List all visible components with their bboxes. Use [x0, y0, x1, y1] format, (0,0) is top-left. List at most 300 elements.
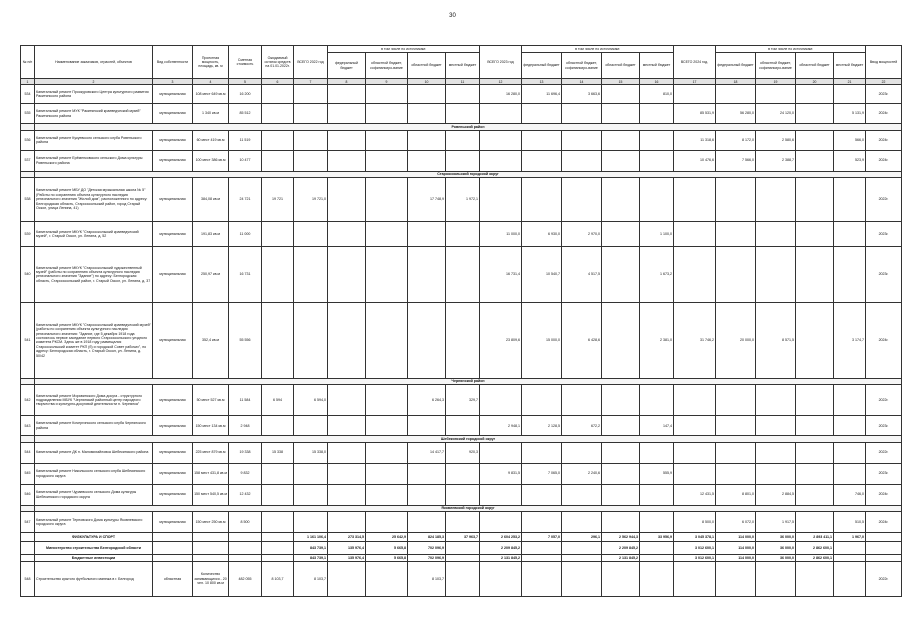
cell-empty — [834, 221, 866, 246]
federal-2024: 7 566,0 — [716, 150, 756, 171]
cell-empty — [446, 130, 480, 150]
table-row — [21, 385, 902, 416]
local-2022: 329,7 — [446, 385, 480, 416]
ownership: муниципальная — [153, 463, 193, 484]
cell-empty — [716, 246, 756, 302]
local-2024: 1 967,0 — [834, 533, 866, 542]
cell-empty — [408, 150, 446, 171]
cell-empty — [446, 246, 480, 302]
row-number: 545 — [21, 463, 35, 484]
cell-empty — [408, 85, 446, 104]
expected-remainder: 6 594 — [262, 385, 294, 416]
federal-2023: 7 057,0 — [522, 533, 562, 542]
cell-empty — [294, 150, 328, 171]
regional-2023: 2 131 845,2 — [602, 555, 640, 562]
cell-empty — [522, 542, 562, 555]
cell-empty — [408, 484, 446, 505]
commissioning-year: 2024г. — [866, 512, 902, 533]
header-obl-2022: областной бюджет — [408, 53, 446, 79]
cell-empty — [716, 221, 756, 246]
cell-empty — [408, 246, 446, 302]
row-number: 547 — [21, 512, 35, 533]
col-index: 13 — [522, 79, 562, 85]
local-2023: 147,4 — [640, 416, 674, 436]
capacity: 250,97 кв.м — [193, 246, 229, 302]
cell-empty — [294, 85, 328, 104]
cell-empty — [522, 484, 562, 505]
total-2022: 843 739,1 — [294, 542, 328, 555]
regional-2022: 6 264,3 — [408, 385, 446, 416]
cell-empty — [294, 512, 328, 533]
federal-2023: 7 065,0 — [522, 463, 562, 484]
cell-empty — [294, 130, 328, 150]
cell-empty — [796, 512, 834, 533]
regional-2024: 2 862 600,1 — [796, 555, 834, 562]
cell-empty — [408, 302, 446, 378]
cell-empty — [446, 221, 480, 246]
header-cofin-2022: областной бюджет, софинансиро-вание — [366, 53, 408, 79]
cell-empty — [562, 150, 602, 171]
total-2024: 31 746,2 — [674, 302, 716, 378]
cofin-2024: 1 917,5 — [756, 512, 796, 533]
cell-empty — [716, 85, 756, 104]
cell-empty — [328, 484, 366, 505]
category-row — [21, 533, 902, 542]
col-index: 16 — [640, 79, 674, 85]
regional-2023: 2 562 944,3 — [602, 533, 640, 542]
cell-empty — [262, 542, 294, 555]
cell-empty — [522, 562, 562, 597]
section-title: Чернянский район — [35, 378, 902, 384]
total-2023: 2 604 253,2 — [480, 533, 522, 542]
cell-empty — [408, 416, 446, 436]
cell-empty — [562, 484, 602, 505]
commissioning-year: 2023г. — [866, 463, 902, 484]
row-number: 540 — [21, 246, 35, 302]
federal-2022: 135 976,4 — [328, 555, 366, 562]
total-2023: 23 809,6 — [480, 302, 522, 378]
section-title: Старооскольский городской округ — [35, 171, 902, 177]
cell-empty — [674, 221, 716, 246]
cell-empty — [602, 130, 640, 150]
cofin-2022: 25 642,9 — [366, 533, 408, 542]
total-2024: 10 476,6 — [674, 150, 716, 171]
estimated-cost: 85 512 — [229, 104, 262, 124]
total-2024: 3 045 378,1 — [674, 533, 716, 542]
regional-2022: 14 417,7 — [408, 442, 446, 463]
commissioning-year: 2023г. — [866, 416, 902, 436]
row-number: 538 — [21, 177, 35, 221]
commissioning-year: 2022г. — [866, 177, 902, 221]
local-2023: 33 956,9 — [640, 533, 674, 542]
row-number: 541 — [21, 302, 35, 378]
regional-2024: 2 862 600,1 — [796, 542, 834, 555]
local-2022: 37 963,7 — [446, 533, 480, 542]
capacity: 100 мест 386 кв.м — [193, 150, 229, 171]
cell-empty — [328, 246, 366, 302]
cofin-2024: 2 580,6 — [756, 130, 796, 150]
total-2022: 6 594,0 — [294, 385, 328, 416]
cell-empty — [153, 555, 193, 562]
header-row-groups — [21, 46, 902, 53]
header-total-2024: ВСЕГО 2024 год. — [674, 46, 716, 79]
cell-empty — [756, 562, 796, 597]
estimated-cost: 24 721 — [229, 177, 262, 221]
object-name: Капитальный ремонт МУК "Ракитянский краеведческий музей" Ракитянского района — [35, 104, 153, 124]
federal-2023: 2 128,5 — [522, 416, 562, 436]
local-2022: 920,3 — [446, 442, 480, 463]
cell-empty — [640, 512, 674, 533]
cell-empty — [262, 85, 294, 104]
object-name: Капитальный ремонт Чураевского сельского Дома культуры Шебекинского городского округа — [35, 484, 153, 505]
estimated-cost: 11 000 — [229, 221, 262, 246]
row-number: 534 — [21, 85, 35, 104]
estimated-cost: 16 200 — [229, 85, 262, 104]
regional-2022: 702 096,9 — [408, 555, 446, 562]
regional-2022: 824 185,3 — [408, 533, 446, 542]
cell-empty — [262, 416, 294, 436]
cell-empty — [262, 221, 294, 246]
cell-empty — [716, 416, 756, 436]
table-row — [21, 512, 902, 533]
cell-empty — [640, 130, 674, 150]
commissioning-year: 2024г. — [866, 150, 902, 171]
cell-empty — [834, 416, 866, 436]
local-2024: 5 131,9 — [834, 104, 866, 124]
cell-empty — [446, 562, 480, 597]
regional-2022: 17 748,9 — [408, 177, 446, 221]
col-index: 20 — [796, 79, 834, 85]
cofin-2024: 24 120,0 — [756, 104, 796, 124]
col-index: 11 — [446, 79, 480, 85]
col-index: 4 — [193, 79, 229, 85]
capacity: 108 мест 649 кв.м — [193, 85, 229, 104]
table-row — [21, 463, 902, 484]
total-2023: 11 000,0 — [480, 221, 522, 246]
cell-empty — [366, 221, 408, 246]
cell-empty — [716, 562, 756, 597]
cell-empty — [674, 177, 716, 221]
cofin-2024: 2 388,7 — [756, 150, 796, 171]
cell-empty — [408, 512, 446, 533]
cell-empty — [522, 177, 562, 221]
cell-empty — [366, 150, 408, 171]
cell-empty — [716, 442, 756, 463]
cell-empty — [602, 385, 640, 416]
total-2024: 3 012 600,1 — [674, 542, 716, 555]
header-fed-2023: федеральный бюджет — [522, 53, 562, 79]
cell-empty — [366, 177, 408, 221]
col-index: 7 — [294, 79, 328, 85]
cell-empty — [366, 562, 408, 597]
cell-empty — [640, 177, 674, 221]
cell-empty — [834, 555, 866, 562]
cell-empty — [522, 150, 562, 171]
federal-2023: 10 540,7 — [522, 246, 562, 302]
federal-2022: 135 976,4 — [328, 542, 366, 555]
cell-empty — [640, 542, 674, 555]
col-index: 1 — [21, 79, 35, 85]
cell-empty — [674, 246, 716, 302]
ministry-title: Министерство строительства Белгородской области — [35, 542, 153, 555]
col-index: 18 — [716, 79, 756, 85]
total-2024: 12 431,5 — [674, 484, 716, 505]
cell-empty — [294, 484, 328, 505]
regional-2022: 702 096,9 — [408, 542, 446, 555]
local-2022: 1 972,1 — [446, 177, 480, 221]
capacity: 1 340 кв.м — [193, 104, 229, 124]
federal-2024: 20 000,0 — [716, 302, 756, 378]
local-2023: 1 100,0 — [640, 221, 674, 246]
table-row — [21, 562, 902, 597]
header-group-2023: в том числе по источникам: — [522, 46, 674, 53]
cell-empty — [716, 177, 756, 221]
expected-remainder: 15 338 — [262, 442, 294, 463]
cell-empty — [796, 177, 834, 221]
total-2023: 16 280,0 — [480, 85, 522, 104]
ownership: муниципальная — [153, 246, 193, 302]
row-number: 543 — [21, 416, 35, 436]
header-obl-2023: областной бюджет — [602, 53, 640, 79]
cell-empty — [262, 512, 294, 533]
cell-empty — [446, 484, 480, 505]
capacity: 158 мест 431,8 кв.м — [193, 463, 229, 484]
cofin-2023: 2 970,0 — [562, 221, 602, 246]
row-number: 542 — [21, 385, 35, 416]
cell-empty — [21, 542, 35, 555]
cell-empty — [328, 302, 366, 378]
cell-empty — [796, 130, 834, 150]
cell-empty — [866, 533, 902, 542]
federal-2024: 114 000,0 — [716, 533, 756, 542]
cell-empty — [602, 484, 640, 505]
ownership: муниципальная — [153, 385, 193, 416]
cell-empty — [366, 416, 408, 436]
cell-empty — [328, 512, 366, 533]
federal-2024: 8 801,0 — [716, 484, 756, 505]
col-index: 2 — [35, 79, 153, 85]
table-row — [21, 442, 902, 463]
cell-empty — [674, 463, 716, 484]
cofin-2024: 2 884,5 — [756, 484, 796, 505]
col-index: 14 — [562, 79, 602, 85]
cell-empty — [602, 246, 640, 302]
estimated-cost: 9 832 — [229, 463, 262, 484]
table-row — [21, 246, 902, 302]
cell-empty — [562, 130, 602, 150]
cell-empty — [834, 85, 866, 104]
cofin-2023: 3 663,6 — [562, 85, 602, 104]
cell-empty — [640, 442, 674, 463]
cell-empty — [294, 302, 328, 378]
cell-empty — [328, 385, 366, 416]
cell-empty — [834, 463, 866, 484]
cell-empty — [602, 85, 640, 104]
total-2024: 11 318,6 — [674, 130, 716, 150]
cell-empty — [480, 385, 522, 416]
row-number: 535 — [21, 104, 35, 124]
cell-empty — [834, 177, 866, 221]
row-number: 546 — [21, 484, 35, 505]
cell-empty — [262, 463, 294, 484]
total-2023: 9 831,5 — [480, 463, 522, 484]
cell-empty — [756, 85, 796, 104]
budget-table — [20, 45, 902, 597]
row-number: 539 — [21, 221, 35, 246]
row-number: 544 — [21, 442, 35, 463]
object-name: Капитальный ремонт МКУК "Старооскольский художественный музей" (работы по сохранению объекта культурного наследия регионального значения "Здание") по адресу: Белгородская область, Старооскольский район, г. Старый Оскол, ул. Ленина, д. 37 — [35, 246, 153, 302]
cell-empty — [796, 302, 834, 378]
federal-2024: 8 172,0 — [716, 130, 756, 150]
capacity: 352,4 кв.м — [193, 302, 229, 378]
cell-empty — [153, 533, 193, 542]
ownership: муниципальная — [153, 130, 193, 150]
header-mest-2022: местный бюджет — [446, 53, 480, 79]
header-total-2022: ВСЕГО 2022 год — [294, 46, 328, 79]
cell-empty — [756, 221, 796, 246]
cell-empty — [602, 562, 640, 597]
capacity: 150 мест 540,5 кв.м — [193, 484, 229, 505]
estimated-cost: 11 584 — [229, 385, 262, 416]
cell-empty — [640, 150, 674, 171]
local-2023: 1 673,2 — [640, 246, 674, 302]
commissioning-year: 2023г. — [866, 85, 902, 104]
cell-empty — [602, 104, 640, 124]
cell-empty — [602, 302, 640, 378]
federal-2024: 114 000,0 — [716, 542, 756, 555]
cell-empty — [262, 150, 294, 171]
capacity: Количество занимающихся - 20 чел. 10 800 кв.м — [193, 562, 229, 597]
table-row — [21, 150, 902, 171]
cell-empty — [193, 555, 229, 562]
col-index: 22 — [866, 79, 902, 85]
cofin-2024: 36 000,0 — [756, 555, 796, 562]
capacity: 191,83 кв.м — [193, 221, 229, 246]
table-row — [21, 302, 902, 378]
cell-empty — [229, 533, 262, 542]
cell-empty — [522, 512, 562, 533]
commissioning-year: 2024г. — [866, 484, 902, 505]
object-name: Капитальный ремонт МБУ ДО "Детская музыкальная школа № 5" (Работы по сохранению объекта культурного наследия регионального значения "Жилой дом", расположенного по адресу: Белгородская область, Старооскольский район, город Старый Оскол, улица Ленина, 41) — [35, 177, 153, 221]
object-name: Капитальный ремонт Проскуровского Центра культурного развития Ракитянского района — [35, 85, 153, 104]
cell-empty — [262, 130, 294, 150]
local-2024: 3 174,7 — [834, 302, 866, 378]
ownership: муниципальная — [153, 85, 193, 104]
cell-empty — [294, 221, 328, 246]
federal-2024: 114 000,0 — [716, 555, 756, 562]
cell-empty — [328, 562, 366, 597]
ownership: муниципальная — [153, 442, 193, 463]
cell-empty — [602, 150, 640, 171]
cell-empty — [366, 385, 408, 416]
col-index: 9 — [366, 79, 408, 85]
header-total-2023: ВСЕГО 2023 год — [480, 46, 522, 79]
estimated-cost: 10 477 — [229, 150, 262, 171]
cell-empty — [446, 542, 480, 555]
total-2023: 2 209 845,2 — [480, 542, 522, 555]
cell-empty — [640, 484, 674, 505]
capacity: 225 мест 879 кв.м — [193, 442, 229, 463]
local-2024: 510,5 — [834, 512, 866, 533]
table-row — [21, 416, 902, 436]
cell-empty — [602, 416, 640, 436]
cofin-2022: 5 665,8 — [366, 555, 408, 562]
cell-empty — [408, 463, 446, 484]
cell-empty — [640, 562, 674, 597]
cofin-2023: 672,2 — [562, 416, 602, 436]
cell-empty — [480, 150, 522, 171]
ownership: муниципальная — [153, 484, 193, 505]
estimated-cost: 12 432 — [229, 484, 262, 505]
cell-empty — [480, 484, 522, 505]
cell-empty — [756, 385, 796, 416]
estimated-cost: 55 556 — [229, 302, 262, 378]
cell-empty — [446, 104, 480, 124]
commissioning-year: 2022г. — [866, 562, 902, 597]
total-2022: 843 739,1 — [294, 555, 328, 562]
total-2024: 85 531,9 — [674, 104, 716, 124]
cell-empty — [562, 104, 602, 124]
expected-remainder: 19 721 — [262, 177, 294, 221]
ownership: муниципальная — [153, 104, 193, 124]
cofin-2024: 36 000,0 — [756, 542, 796, 555]
cell-empty — [796, 221, 834, 246]
cell-empty — [328, 442, 366, 463]
federal-2023: 15 000,0 — [522, 302, 562, 378]
capacity: 50 мест 527 кв.м — [193, 385, 229, 416]
col-index: 15 — [602, 79, 640, 85]
cell-empty — [756, 177, 796, 221]
cell-empty — [674, 416, 716, 436]
federal-2022: 273 314,5 — [328, 533, 366, 542]
cell-empty — [294, 246, 328, 302]
capacity: 150 мест 250 кв.м — [193, 512, 229, 533]
col-index: 21 — [834, 79, 866, 85]
cell-empty — [562, 512, 602, 533]
cell-empty — [716, 385, 756, 416]
object-name: Капитальный ремонт МКУК "Старооскольский краеведческий музей" (работы по сохранению объекта культурного наследия регионального значения: "Здание, где 5 декабря 1918 года состоялось первое заседание первого Старооскольского уездного комитета РКСМ. Здесь же в 1918 году размещался Старооскольский комитет РКП (б) и городской Совет рабочих", по адресу: Белгородская область, г. Старый Оскол, ул. Ленина, д. 50/42 — [35, 302, 153, 378]
cell-empty — [796, 442, 834, 463]
cell-empty — [674, 562, 716, 597]
cell-empty — [562, 542, 602, 555]
cell-empty — [756, 416, 796, 436]
row-number: 536 — [21, 130, 35, 150]
col-index: 17 — [674, 79, 716, 85]
header-remainder: Ожидаемый остаток средств на 01.01.2022г. — [262, 46, 294, 79]
table-row — [21, 85, 902, 104]
header-mest-2023: местный бюджет — [640, 53, 674, 79]
cell-empty — [446, 463, 480, 484]
category-title: ФИЗКУЛЬТУРА И СПОРТ — [35, 533, 153, 542]
expected-remainder: 8 103,7 — [262, 562, 294, 597]
col-index: 19 — [756, 79, 796, 85]
cell-empty — [328, 85, 366, 104]
col-index: 8 — [328, 79, 366, 85]
header-fed-2022: федеральный бюджет — [328, 53, 366, 79]
header-num: № п/п — [21, 46, 35, 79]
cell-empty — [328, 416, 366, 436]
section-title: Ровеньский район — [35, 124, 902, 130]
cell-empty — [756, 463, 796, 484]
cell-empty — [480, 442, 522, 463]
budget-table-container — [20, 45, 898, 597]
ownership: муниципальная — [153, 221, 193, 246]
cell-empty — [480, 512, 522, 533]
cell-empty — [756, 246, 796, 302]
header-cofin-2023: областной бюджет, софинансиро-вание — [562, 53, 602, 79]
cell-empty — [674, 385, 716, 416]
commissioning-year: 2022г. — [866, 442, 902, 463]
